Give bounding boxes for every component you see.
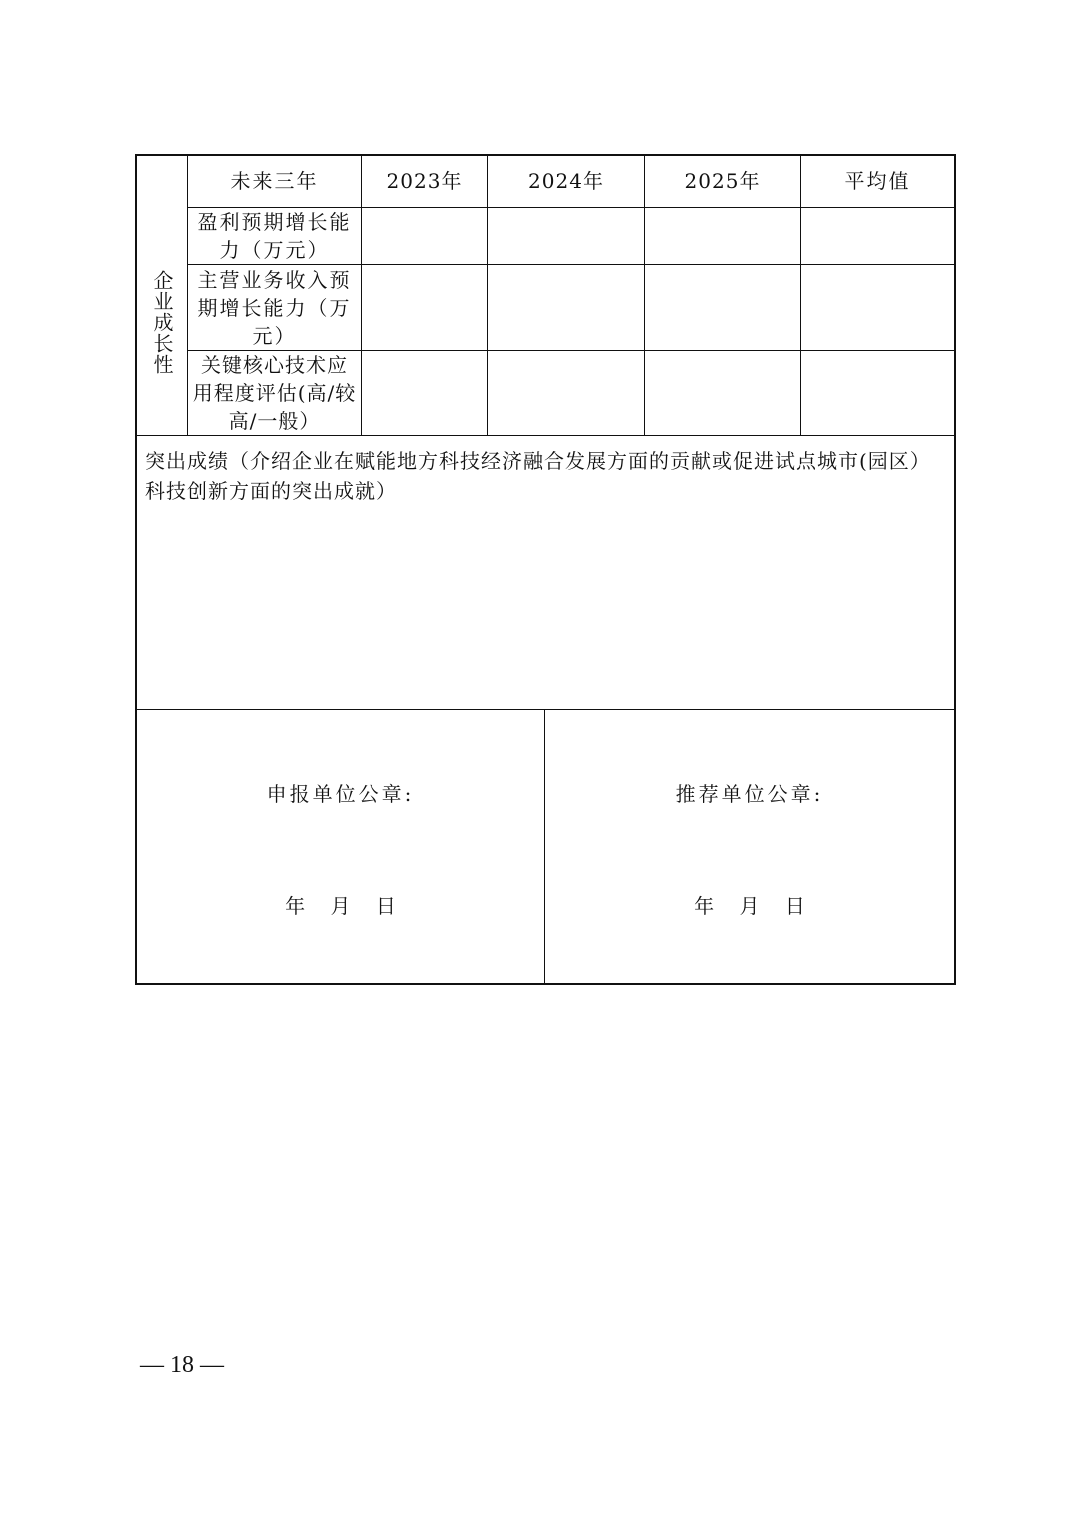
revenue-2023-cell[interactable] [362,265,487,350]
applicant-stamp-label: 申报单位公章: [266,782,415,806]
header-average: 平均值 [844,169,911,193]
table-border-bottom [135,983,956,985]
revenue-average-cell[interactable] [801,265,954,350]
revenue-2025-cell[interactable] [645,265,800,350]
row-label-profit-growth: 盈利预期增长能力（万元） [197,210,352,262]
stamp-divider [544,709,545,984]
section-divider-growth [135,435,956,436]
header-2024: 2024年 [528,169,604,193]
growth-section-label: 企业成长性 [150,269,174,375]
tech-2024-cell[interactable] [488,351,644,435]
profit-2025-cell[interactable] [645,208,800,264]
tech-2025-cell[interactable] [645,351,800,435]
recommender-stamp-label: 推荐单位公章: [675,782,824,806]
header-2025: 2025年 [684,169,761,193]
table-border-right [954,154,956,985]
profit-2023-cell[interactable] [362,208,487,264]
page-number: — 18 — [140,1352,224,1378]
header-2023: 2023年 [386,169,463,193]
recommender-stamp-date: 年 月 日 [694,894,805,918]
profit-2024-cell[interactable] [488,208,644,264]
profit-average-cell[interactable] [801,208,954,264]
header-future-three-years: 未来三年 [230,169,319,193]
row-label-core-tech-assessment: 关键核心技术应用程度评估(高/较高/一般） [192,353,357,433]
revenue-2024-cell[interactable] [488,265,644,350]
row-label-revenue-growth: 主营业务收入预期增长能力（万元） [197,267,352,348]
achievements-label: 突出成绩（介绍企业在赋能地方科技经济融合发展方面的贡献或促进试点城市(园区）科技创新方面的突出成就） [145,449,931,503]
section-divider-achievements [135,709,956,710]
applicant-stamp-date: 年 月 日 [285,894,396,918]
achievements-field[interactable] [137,510,954,708]
tech-2023-cell[interactable] [362,351,487,435]
tech-average-cell[interactable] [801,351,954,435]
